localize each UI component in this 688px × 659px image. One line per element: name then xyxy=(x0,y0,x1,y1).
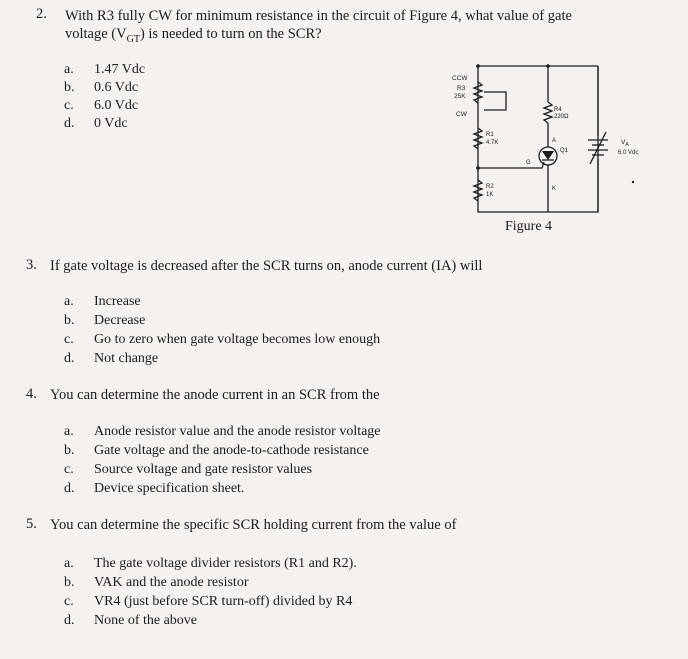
circuit-diagram xyxy=(440,60,680,260)
q4-option-b-text: Gate voltage and the anode-to-cathode resistance xyxy=(94,443,369,458)
label-r3-name: R3 xyxy=(457,85,466,92)
label-ccw: CCW xyxy=(452,75,468,82)
r4-resistor xyxy=(544,102,552,123)
label-anode: A xyxy=(552,138,557,144)
question-5-number: 5. xyxy=(26,516,37,532)
question-5-text: You can determine the specific SCR holding current from the value of xyxy=(50,517,457,533)
question-3-text: If gate voltage is decreased after the SCR turns on, anode current (IA) will xyxy=(50,258,483,274)
q5-option-b-letter: b. xyxy=(64,575,75,590)
q4-option-d-text: Device specification sheet. xyxy=(94,481,245,496)
label-r3-value: 25K xyxy=(454,93,466,100)
q2-option-b-text: 0.6 Vdc xyxy=(94,80,139,95)
node-dot-4 xyxy=(632,181,634,183)
q3-option-b-text: Decrease xyxy=(94,313,146,328)
q3-option-c-text: Go to zero when gate voltage becomes low enough xyxy=(94,332,381,347)
q5-option-c-text: VR4 (just before SCR turn-off) divided by R4 xyxy=(94,594,353,609)
label-cw: CW xyxy=(456,111,467,118)
q4-option-b-letter: b. xyxy=(64,443,75,458)
q5-option-a-letter: a. xyxy=(64,556,74,571)
gate-wire xyxy=(478,162,544,168)
label-r4-value: 220Ω xyxy=(554,114,569,120)
question-4-text: You can determine the anode current in an SCR from the xyxy=(50,387,380,403)
r3-wiper xyxy=(484,92,506,110)
q4-option-d-letter: d. xyxy=(64,481,75,496)
label-r2-value: 1K xyxy=(486,192,494,198)
label-r1-name: R1 xyxy=(486,132,494,138)
q2-option-c-letter: c. xyxy=(64,98,74,113)
label-q1: Q1 xyxy=(560,148,569,154)
question-2-text-line2: voltage $(V_{GT})$ is needed to turn on the SCR? xyxy=(65,26,322,45)
q4-option-a-letter: a. xyxy=(64,424,74,439)
node-dot-2 xyxy=(546,64,550,68)
label-r2-name: R2 xyxy=(486,184,494,190)
q3-option-a-text: Increase xyxy=(94,294,141,309)
q2-option-c-text: 6.0 Vdc xyxy=(94,98,139,113)
label-r4-name: R4 xyxy=(554,107,562,113)
q4-option-c-text: Source voltage and gate resistor values xyxy=(94,462,313,477)
q2-option-d-text: 0 Vdc xyxy=(94,116,128,131)
q2-option-a-letter: a. xyxy=(64,62,74,77)
q5-option-b-text: VAK and the anode resistor xyxy=(94,575,249,590)
label-gate: G xyxy=(526,160,531,166)
q4-option-c-letter: c. xyxy=(64,462,74,477)
q3-option-d-letter: d. xyxy=(64,351,75,366)
q3-option-d-text: Not change xyxy=(94,351,159,366)
question-2-text-line1: With R3 fully CW for minimum resistance in the circuit of Figure 4, what value of gate xyxy=(65,8,572,24)
label-r1-value: 4.7K xyxy=(486,140,499,146)
q5-option-d-letter: d. xyxy=(64,613,75,628)
q3-option-b-letter: b. xyxy=(64,313,75,328)
q2-option-a-text: 1.47 Vdc xyxy=(94,62,146,77)
question-3-number: 3. xyxy=(26,257,37,273)
q4-option-a-text: Anode resistor value and the anode resistor voltage xyxy=(94,424,381,439)
q5-option-a-text: The gate voltage divider resistors (R1 and R2). xyxy=(94,556,357,571)
label-source-value: 6.0 Vdc xyxy=(618,150,639,156)
question-2-number: 2. xyxy=(36,6,47,22)
node-dot-3 xyxy=(476,166,480,170)
scr-symbol xyxy=(542,151,554,160)
label-source-name: $V_A$ xyxy=(621,139,629,148)
q2-option-d-letter: d. xyxy=(64,116,75,131)
q5-option-c-letter: c. xyxy=(64,594,74,609)
label-cathode: K xyxy=(552,186,557,192)
right-wire xyxy=(478,66,598,212)
q2-option-b-letter: b. xyxy=(64,80,75,95)
q3-option-a-letter: a. xyxy=(64,294,74,309)
question-4-number: 4. xyxy=(26,386,37,402)
q3-option-c-letter: c. xyxy=(64,332,74,347)
node-dot-1 xyxy=(476,64,480,68)
figure-caption: Figure 4 xyxy=(505,219,553,234)
q5-option-d-text: None of the above xyxy=(94,613,198,628)
